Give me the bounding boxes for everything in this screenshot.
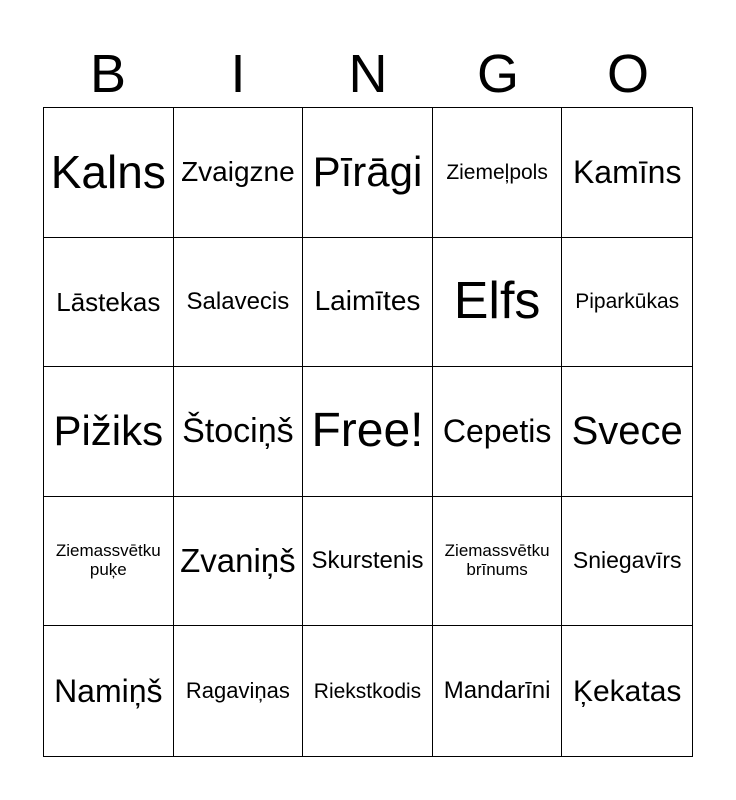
cell-label: Kalns <box>50 146 166 198</box>
bingo-cell[interactable] <box>433 238 563 368</box>
cell-label: Ziemassvētku puķe <box>55 541 161 580</box>
bingo-board <box>43 107 693 757</box>
bingo-cell[interactable] <box>433 108 563 238</box>
cell-label: Riekstkodis <box>313 679 422 703</box>
bingo-cell[interactable] <box>303 497 433 627</box>
bingo-cell[interactable] <box>562 626 692 756</box>
bingo-cell[interactable] <box>303 626 433 756</box>
bingo-cell[interactable] <box>433 497 563 627</box>
cell-label: Lāstekas <box>56 286 161 317</box>
cell-label: Ziemassvētku brīnums <box>444 541 550 580</box>
cell-label: Piparkūkas <box>575 290 680 314</box>
bingo-header <box>43 42 693 106</box>
cell-label: Štociņš <box>182 411 294 450</box>
bingo-cell[interactable] <box>44 108 174 238</box>
cell-label: Zvaigzne <box>181 155 295 187</box>
cell-label: Elfs <box>453 272 541 331</box>
bingo-cell[interactable] <box>433 367 563 497</box>
cell-label: Laimītes <box>314 285 421 317</box>
bingo-cell[interactable] <box>562 367 692 497</box>
header-letter-g: G <box>476 44 519 104</box>
cell-label: Ragaviņas <box>185 678 290 704</box>
bingo-cell[interactable] <box>174 367 304 497</box>
header-letter-n: N <box>348 44 388 104</box>
bingo-cell[interactable] <box>44 626 174 756</box>
bingo-cell[interactable] <box>44 497 174 627</box>
cell-label: Cepetis <box>442 412 552 449</box>
cell-label: Pižiks <box>53 407 164 455</box>
bingo-cell[interactable] <box>174 238 304 368</box>
cell-label: Ķekatas <box>572 674 682 708</box>
cell-label: Zvaniņš <box>180 541 296 579</box>
cell-label: Namiņš <box>54 672 163 709</box>
header-letter-b: B <box>89 44 127 104</box>
bingo-cell[interactable] <box>174 497 304 627</box>
cell-label: Salavecis <box>186 287 290 315</box>
header-letter-o: O <box>606 44 649 104</box>
bingo-cell[interactable] <box>562 238 692 368</box>
cell-label: Pīrāgi <box>312 148 423 196</box>
cell-label: Skurstenis <box>311 546 424 574</box>
bingo-cell[interactable] <box>433 626 563 756</box>
bingo-cell[interactable] <box>174 108 304 238</box>
bingo-cell[interactable] <box>303 367 433 497</box>
cell-label: Sniegavīrs <box>572 547 682 574</box>
bingo-cell[interactable] <box>174 626 304 756</box>
bingo-cell[interactable] <box>44 367 174 497</box>
cell-label: Svece <box>571 409 683 454</box>
bingo-cell[interactable] <box>44 238 174 368</box>
cell-label: Mandarīni <box>443 677 551 704</box>
bingo-cell[interactable] <box>303 108 433 238</box>
bingo-cell[interactable] <box>562 497 692 627</box>
cell-label: Ziemeļpols <box>446 160 548 184</box>
header-letter-i: I <box>230 44 246 104</box>
cell-label: Free! <box>311 404 424 458</box>
bingo-cell[interactable] <box>303 238 433 368</box>
cell-label: Kamīns <box>572 153 682 190</box>
bingo-cell[interactable] <box>562 108 692 238</box>
